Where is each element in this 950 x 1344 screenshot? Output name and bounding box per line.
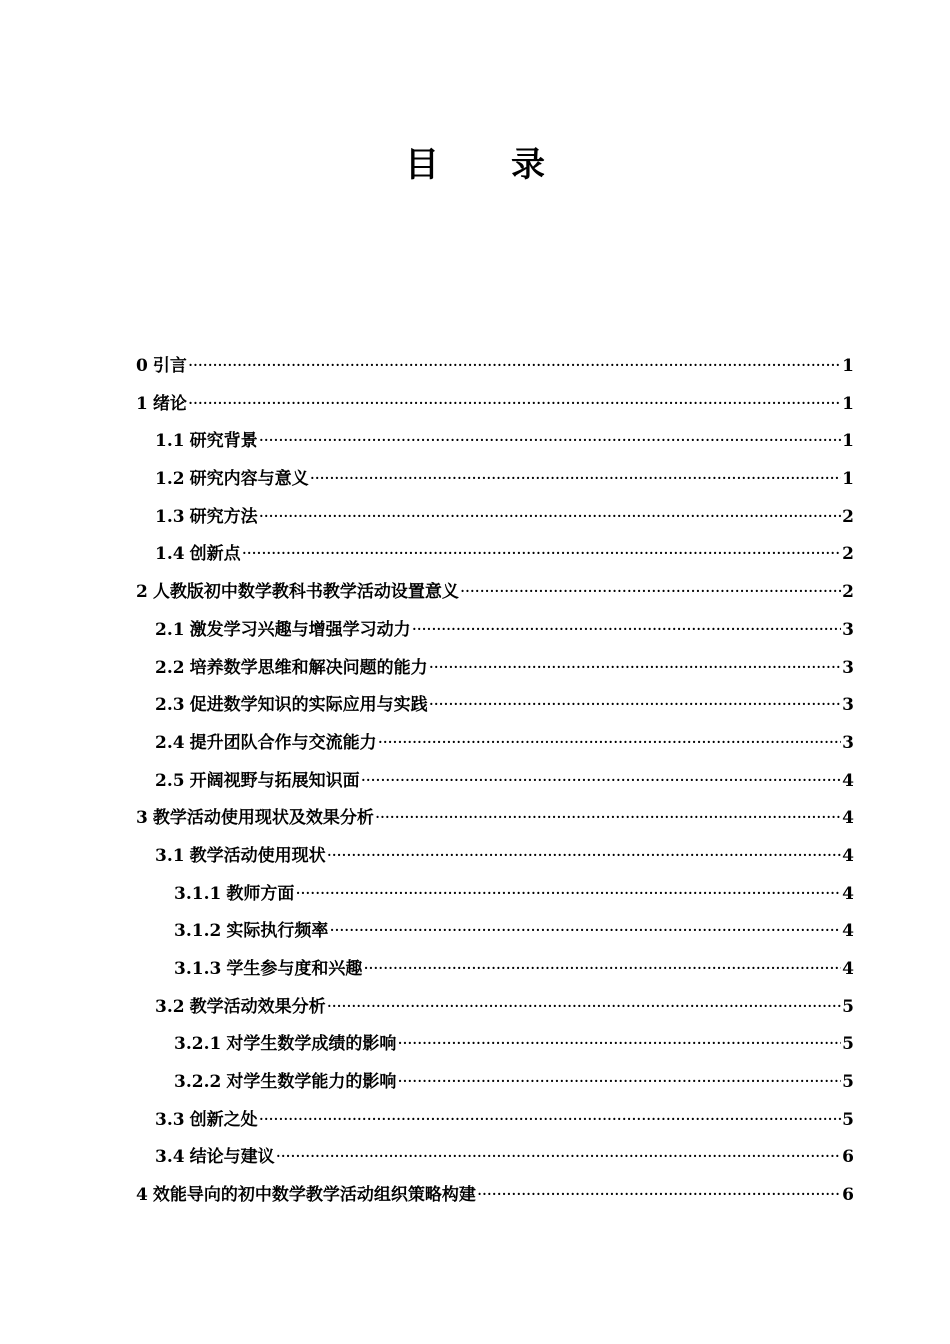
dot-leader xyxy=(397,1026,841,1064)
toc-entry-number: 0 xyxy=(136,356,148,376)
dot-leader xyxy=(259,423,842,461)
toc-entry-page-number: 4 xyxy=(842,808,854,829)
toc-entry[interactable] xyxy=(136,650,854,688)
toc-entry-title: 结论与建议 xyxy=(189,1147,275,1168)
toc-entry-title: 开阔视野与拓展知识面 xyxy=(189,770,360,791)
toc-entry-title: 绪论 xyxy=(152,393,187,414)
toc-entry-number: 1.3 xyxy=(155,506,185,527)
toc-entry-number: 3.4 xyxy=(155,1147,185,1168)
toc-entry-page-number: 4 xyxy=(842,845,854,866)
toc-entry-title: 学生参与度和兴趣 xyxy=(226,959,363,979)
dot-leader xyxy=(361,763,842,801)
toc-entry-title: 效能导向的初中数学教学活动组织策略构建 xyxy=(152,1185,476,1206)
toc-entry-number: 4 xyxy=(136,1185,148,1206)
dot-leader xyxy=(329,913,841,951)
dot-leader xyxy=(460,574,841,612)
toc-entry-number: 3.3 xyxy=(155,1109,185,1130)
toc-entry-number: 3.1.1 xyxy=(174,883,222,904)
toc-entry-number: 1.4 xyxy=(155,544,185,565)
toc-entry-title: 研究背景 xyxy=(189,431,258,452)
dot-leader xyxy=(378,725,842,763)
toc-entry-title: 人教版初中数学教科书教学活动设置意义 xyxy=(152,582,459,603)
toc-entry[interactable] xyxy=(136,838,854,876)
toc-entry[interactable] xyxy=(136,1064,854,1102)
toc-entry-page-number: 1 xyxy=(842,469,854,490)
toc-entry[interactable] xyxy=(136,423,854,461)
table-of-contents xyxy=(136,348,854,1215)
toc-entry-title: 研究内容与意义 xyxy=(189,469,309,490)
title-char-1: 目 xyxy=(405,145,439,185)
toc-entry-title: 创新点 xyxy=(189,544,241,565)
dot-leader xyxy=(242,536,842,574)
dot-leader xyxy=(477,1177,841,1215)
dot-leader xyxy=(188,386,841,424)
dot-leader xyxy=(327,838,842,876)
dot-leader xyxy=(276,1139,842,1177)
toc-entry-title: 教学活动使用现状及效果分析 xyxy=(152,808,374,829)
toc-entry-page-number: 4 xyxy=(842,959,854,979)
toc-entry[interactable] xyxy=(136,913,854,951)
toc-entry-page-number: 3 xyxy=(842,657,854,678)
toc-entry-page-number: 4 xyxy=(842,921,854,942)
toc-entry-number: 1 xyxy=(136,393,148,414)
toc-entry-page-number: 6 xyxy=(842,1147,854,1168)
toc-entry-page-number: 5 xyxy=(842,1034,854,1055)
toc-entry-page-number: 4 xyxy=(842,770,854,791)
toc-entry-number: 3.2.2 xyxy=(174,1072,222,1093)
dot-leader xyxy=(188,348,841,386)
toc-entry[interactable] xyxy=(136,763,854,801)
toc-entry-page-number: 5 xyxy=(842,996,854,1017)
toc-entry-title: 对学生数学能力的影响 xyxy=(226,1072,397,1093)
toc-entry[interactable] xyxy=(136,876,854,914)
toc-entry[interactable] xyxy=(136,386,854,424)
toc-entry-number: 3.2.1 xyxy=(174,1034,222,1055)
title-char-2: 录 xyxy=(511,145,545,185)
toc-entry-number: 1.1 xyxy=(155,431,185,452)
toc-entry-title: 对学生数学成绩的影响 xyxy=(226,1034,397,1055)
toc-entry[interactable] xyxy=(136,951,854,989)
toc-entry[interactable] xyxy=(136,536,854,574)
toc-entry-title: 实际执行频率 xyxy=(226,921,329,942)
toc-entry[interactable] xyxy=(136,1177,854,1215)
toc-entry[interactable] xyxy=(136,574,854,612)
toc-entry-page-number: 2 xyxy=(842,506,854,527)
toc-entry-page-number: 5 xyxy=(842,1109,854,1130)
toc-entry-number: 3.2 xyxy=(155,996,185,1017)
toc-entry[interactable] xyxy=(136,461,854,499)
toc-entry-title: 教学活动使用现状 xyxy=(189,845,326,866)
toc-entry[interactable] xyxy=(136,687,854,725)
dot-leader xyxy=(295,876,841,914)
dot-leader xyxy=(429,650,842,688)
page-title xyxy=(0,140,950,190)
toc-entry-page-number: 2 xyxy=(842,582,854,603)
toc-entry[interactable] xyxy=(136,348,854,386)
toc-entry-title: 促进数学知识的实际应用与实践 xyxy=(189,695,428,716)
toc-entry[interactable] xyxy=(136,612,854,650)
toc-entry-page-number: 1 xyxy=(842,431,854,452)
dot-leader xyxy=(412,612,842,650)
toc-entry-title: 研究方法 xyxy=(189,506,258,527)
toc-entry-page-number: 2 xyxy=(842,544,854,565)
toc-entry[interactable] xyxy=(136,1139,854,1177)
toc-entry-number: 2.3 xyxy=(155,695,185,716)
toc-entry-number: 3 xyxy=(136,808,148,829)
toc-entry-title: 教师方面 xyxy=(226,883,295,904)
toc-entry-number: 2.2 xyxy=(155,657,185,678)
toc-entry[interactable] xyxy=(136,989,854,1027)
toc-entry-title: 激发学习兴趣与增强学习动力 xyxy=(189,619,411,640)
toc-entry-number: 2.1 xyxy=(155,619,185,640)
dot-leader xyxy=(363,951,841,989)
toc-entry[interactable] xyxy=(136,1026,854,1064)
toc-entry-page-number: 3 xyxy=(842,619,854,640)
toc-entry-title: 提升团队合作与交流能力 xyxy=(189,732,377,753)
toc-entry-number: 3.1 xyxy=(155,845,185,866)
toc-entry-title: 培养数学思维和解决问题的能力 xyxy=(189,657,428,678)
toc-entry-page-number: 5 xyxy=(842,1072,854,1093)
dot-leader xyxy=(397,1064,841,1102)
toc-entry-title: 引言 xyxy=(152,356,187,376)
toc-entry-title: 教学活动效果分析 xyxy=(189,996,326,1017)
dot-leader xyxy=(429,687,842,725)
toc-entry-number: 3.1.2 xyxy=(174,921,222,942)
dot-leader xyxy=(259,1102,842,1140)
toc-entry[interactable] xyxy=(136,800,854,838)
toc-entry-page-number: 3 xyxy=(842,695,854,716)
toc-entry-number: 2.5 xyxy=(155,770,185,791)
toc-entry[interactable] xyxy=(136,1102,854,1140)
toc-entry-page-number: 3 xyxy=(842,732,854,753)
toc-entry[interactable] xyxy=(136,725,854,763)
dot-leader xyxy=(327,989,842,1027)
toc-entry-number: 2.4 xyxy=(155,732,185,753)
dot-leader xyxy=(310,461,842,499)
toc-entry-number: 1.2 xyxy=(155,469,185,490)
toc-entry-page-number: 1 xyxy=(842,393,854,414)
dot-leader xyxy=(259,499,842,537)
toc-entry-page-number: 1 xyxy=(842,356,854,376)
toc-entry-number: 2 xyxy=(136,582,148,603)
toc-entry-title: 创新之处 xyxy=(189,1109,258,1130)
toc-entry-page-number: 4 xyxy=(842,883,854,904)
toc-entry[interactable] xyxy=(136,499,854,537)
toc-entry-number: 3.1.3 xyxy=(174,959,222,979)
dot-leader xyxy=(375,800,841,838)
toc-entry-page-number: 6 xyxy=(842,1185,854,1206)
